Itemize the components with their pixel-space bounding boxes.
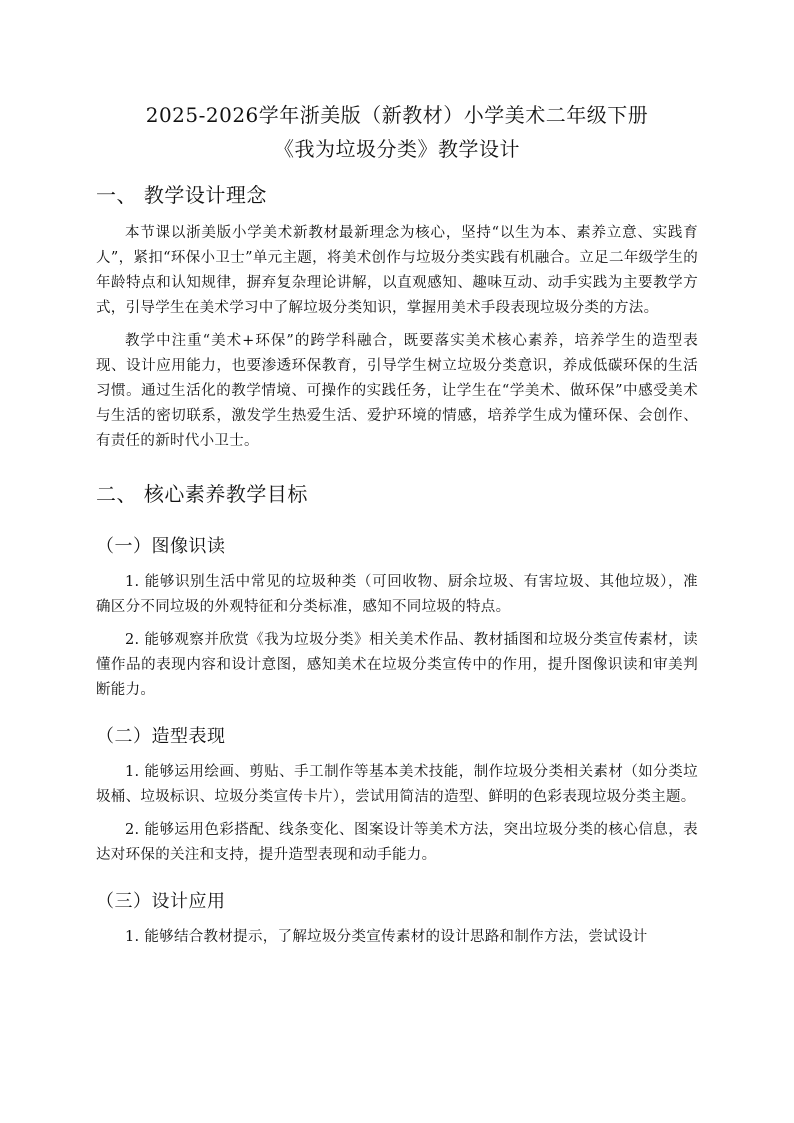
paragraph: 2. 能够运用色彩搭配、线条变化、图案设计等美术方法，突出垃圾分类的核心信息，表达对环保的关注和支持，提升造型表现和动手能力。 bbox=[96, 822, 698, 863]
paragraph: 1. 能够运用绘画、剪贴、手工制作等基本美术技能，制作垃圾分类相关素材（如分类垃圾桶、垃圾标识、垃圾分类宣传卡片），尝试用简洁的造型、鲜明的色彩表现垃圾分类主题。 bbox=[96, 764, 698, 805]
paragraph: 教学中注重“美术+环保”的跨学科融合，既要落实美术核心素养，培养学生的造型表现、设计应用能力，也要渗透环保教育，引导学生树立垃圾分类意识，养成低碳环保的生活习惯。通过生活化的教学情境、可操作的实践任务，让学生在“学美术、做环保”中感受美术与生活的密切联系，激发学生热爱生活、爱护环境的情感，培养学生成为懂环保、会创作、有责任的新时代小卫士。 bbox=[96, 333, 698, 449]
subsection-heading-modeling: （二）造型表现 bbox=[96, 726, 226, 747]
section-heading-core-goals: 二、 核心素养教学目标 bbox=[96, 482, 308, 506]
paragraph: 1. 能够识别生活中常见的垃圾种类（可回收物、厨余垃圾、有害垃圾、其他垃圾），准确区分不同垃圾的外观特征和分类标准，感知不同垃圾的特点。 bbox=[96, 574, 698, 615]
document-title: 2025-2026学年浙美版（新教材）小学美术二年级下册 bbox=[145, 103, 649, 127]
subsection-heading-design-application: （三）设计应用 bbox=[96, 891, 226, 912]
title-block bbox=[96, 98, 698, 166]
subsection-heading-image-reading: （一）图像识读 bbox=[96, 536, 226, 557]
paragraph: 1. 能够结合教材提示，了解垃圾分类宣传素材的设计思路和制作方法，尝试设计 bbox=[125, 929, 648, 945]
section-heading-design-concept: 一、 教学设计理念 bbox=[96, 183, 267, 207]
paragraph: 本节课以浙美版小学美术新教材最新理念为核心，坚持“以生为本、素养立意、实践育人”，紧扣“环保小卫士”单元主题，将美术创作与垃圾分类实践有机融合。立足二年级学生的年龄特点和认知规律，摒弃复杂理论讲解，以直观感知、趣味互动、动手实践为主要教学方式，引导学生在美术学习中了解垃圾分类知识，掌握用美术手段表现垃圾分类的方法。 bbox=[96, 225, 698, 316]
paragraph: 2. 能够观察并欣赏《我为垃圾分类》相关美术作品、教材插图和垃圾分类宣传素材，读懂作品的表现内容和设计意图，感知美术在垃圾分类宣传中的作用，提升图像识读和审美判断能力。 bbox=[96, 632, 698, 698]
document-subtitle: 《我为垃圾分类》教学设计 bbox=[274, 137, 520, 161]
